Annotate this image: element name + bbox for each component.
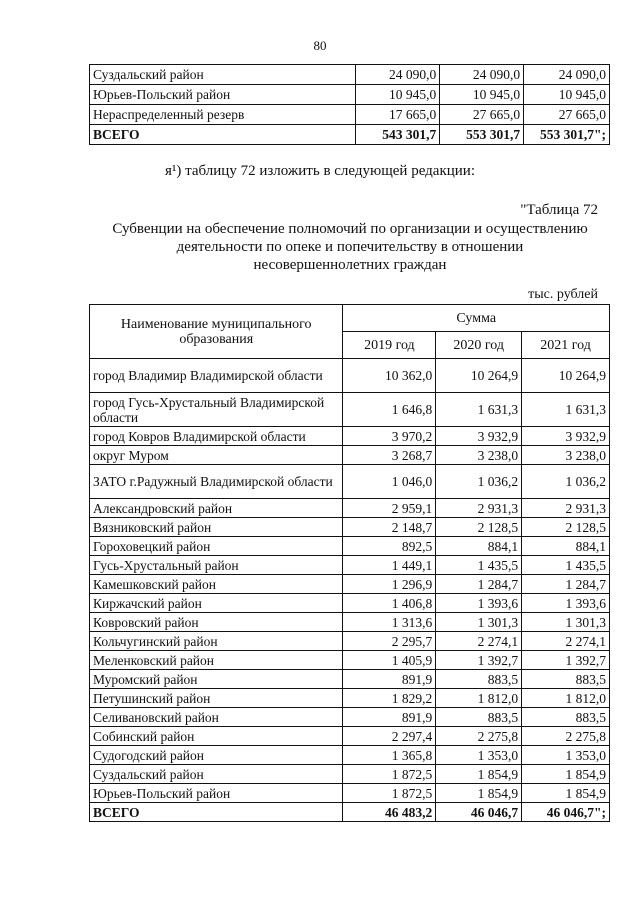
cell-value: 1 406,8 — [343, 594, 436, 613]
cell-value: 10 945,0 — [440, 85, 524, 105]
cell-value: 3 268,7 — [343, 446, 436, 465]
total-row — [90, 803, 610, 822]
cell-value: 1 631,3 — [436, 393, 522, 427]
cell-value: 46 483,2 — [343, 803, 436, 822]
cell-value: 46 046,7 — [436, 803, 522, 822]
cell-name: Петушинский район — [90, 689, 343, 708]
cell-name: Ковровский район — [90, 613, 343, 632]
cell-name: город Владимир Владимирской области — [90, 359, 343, 393]
cell-value: 2 148,7 — [343, 518, 436, 537]
cell-name: округ Муром — [90, 446, 343, 465]
header-sum: Сумма — [343, 305, 610, 332]
table-row — [90, 727, 610, 746]
cell-name: Юрьев-Польский район — [90, 85, 356, 105]
table-row — [90, 85, 610, 105]
cell-value: 10 945,0 — [356, 85, 440, 105]
cell-value: 3 932,9 — [436, 427, 522, 446]
cell-name: Селивановский район — [90, 708, 343, 727]
cell-value: 883,5 — [436, 670, 522, 689]
table-row — [90, 465, 610, 499]
cell-value: 2 931,3 — [522, 499, 610, 518]
title-line: деятельности по опеке и попечительству в отношении — [176, 239, 524, 255]
cell-value: 1 296,9 — [343, 575, 436, 594]
cell-value: 1 854,9 — [436, 784, 522, 803]
cell-value: 3 932,9 — [522, 427, 610, 446]
cell-name: Кольчугинский район — [90, 632, 343, 651]
table-row — [90, 105, 610, 125]
cell-value: 2 931,3 — [436, 499, 522, 518]
table-continuation — [89, 64, 610, 145]
cell-value: 1 036,2 — [436, 465, 522, 499]
cell-value: 543 301,7 — [356, 125, 440, 145]
table-row — [90, 746, 610, 765]
cell-value: 1 872,5 — [343, 765, 436, 784]
cell-value: 3 238,0 — [522, 446, 610, 465]
cell-value: 10 945,0 — [524, 85, 610, 105]
cell-value: 883,5 — [522, 670, 610, 689]
table-row — [90, 427, 610, 446]
cell-name: город Гусь-Хрустальный Владимирской области — [90, 393, 343, 427]
cell-value: 1 872,5 — [343, 784, 436, 803]
cell-value: 2 275,8 — [522, 727, 610, 746]
header-year-2019: 2019 год — [343, 332, 436, 359]
table-row — [90, 784, 610, 803]
table-row — [90, 65, 610, 85]
cell-name: Камешковский район — [90, 575, 343, 594]
cell-name: Александровский район — [90, 499, 343, 518]
cell-value: 10 264,9 — [436, 359, 522, 393]
cell-name: Собинский район — [90, 727, 343, 746]
table-72 — [89, 304, 610, 822]
total-row — [90, 125, 610, 145]
cell-value: 1 829,2 — [343, 689, 436, 708]
cell-value: 3 970,2 — [343, 427, 436, 446]
cell-name: Киржачский район — [90, 594, 343, 613]
cell-name: Гусь-Хрустальный район — [90, 556, 343, 575]
table-row — [90, 632, 610, 651]
amendment-note: я¹) таблицу 72 изложить в следующей редакции: — [165, 163, 475, 179]
cell-value: 10 362,0 — [343, 359, 436, 393]
cell-value: 17 665,0 — [356, 105, 440, 125]
table-row — [90, 594, 610, 613]
cell-value: 24 090,0 — [356, 65, 440, 85]
table-row — [90, 446, 610, 465]
table-label: "Таблица 72 — [520, 202, 598, 218]
cell-value: 1 353,0 — [522, 746, 610, 765]
cell-value: 1 393,6 — [436, 594, 522, 613]
cell-value: 891,9 — [343, 708, 436, 727]
cell-value: 2 274,1 — [436, 632, 522, 651]
table-row — [90, 651, 610, 670]
cell-name: город Ковров Владимирской области — [90, 427, 343, 446]
cell-name: Меленковский район — [90, 651, 343, 670]
cell-value: 1 392,7 — [436, 651, 522, 670]
title-line: несовершеннолетних граждан — [253, 257, 447, 273]
cell-value: 1 284,7 — [522, 575, 610, 594]
cell-value: 2 297,4 — [343, 727, 436, 746]
cell-value: 892,5 — [343, 537, 436, 556]
header-year-2020: 2020 год — [436, 332, 522, 359]
cell-value: 1 392,7 — [522, 651, 610, 670]
cell-value: 1 365,8 — [343, 746, 436, 765]
cell-value: 1 046,0 — [343, 465, 436, 499]
table-row — [90, 393, 610, 427]
cell-value: 24 090,0 — [524, 65, 610, 85]
cell-value: 1 854,9 — [522, 784, 610, 803]
cell-value: 2 295,7 — [343, 632, 436, 651]
table-row — [90, 765, 610, 784]
cell-value: 1 301,3 — [522, 613, 610, 632]
cell-value: 1 854,9 — [436, 765, 522, 784]
cell-value: 1 301,3 — [436, 613, 522, 632]
cell-value: 46 046,7"; — [522, 803, 610, 822]
cell-name: Юрьев-Польский район — [90, 784, 343, 803]
header-year-2021: 2021 год — [522, 332, 610, 359]
cell-value: 1 435,5 — [522, 556, 610, 575]
cell-value: 883,5 — [522, 708, 610, 727]
cell-value: 1 631,3 — [522, 393, 610, 427]
cell-value: 2 275,8 — [436, 727, 522, 746]
cell-value: 553 301,7 — [440, 125, 524, 145]
cell-value: 1 036,2 — [522, 465, 610, 499]
cell-value: 1 812,0 — [436, 689, 522, 708]
cell-value: 1 435,5 — [436, 556, 522, 575]
cell-value: 10 264,9 — [522, 359, 610, 393]
cell-name: ВСЕГО — [90, 125, 356, 145]
table-row — [90, 575, 610, 594]
table-row — [90, 670, 610, 689]
cell-value: 891,9 — [343, 670, 436, 689]
table-row — [90, 499, 610, 518]
header-municipality: Наименование муниципального образования — [90, 305, 343, 359]
units-label: тыс. рублей — [528, 287, 598, 302]
cell-name: Суздальский район — [90, 765, 343, 784]
table-row — [90, 613, 610, 632]
cell-value: 1 812,0 — [522, 689, 610, 708]
cell-value: 27 665,0 — [440, 105, 524, 125]
cell-name: Вязниковский район — [90, 518, 343, 537]
cell-value: 1 353,0 — [436, 746, 522, 765]
cell-value: 2 959,1 — [343, 499, 436, 518]
cell-name: Нераспределенный резерв — [90, 105, 356, 125]
cell-value: 2 128,5 — [522, 518, 610, 537]
cell-value: 3 238,0 — [436, 446, 522, 465]
cell-name: ВСЕГО — [90, 803, 343, 822]
cell-value: 27 665,0 — [524, 105, 610, 125]
cell-value: 24 090,0 — [440, 65, 524, 85]
table-row — [90, 556, 610, 575]
cell-value: 1 284,7 — [436, 575, 522, 594]
table-row — [90, 689, 610, 708]
cell-value: 1 646,8 — [343, 393, 436, 427]
cell-value: 1 393,6 — [522, 594, 610, 613]
table-row — [90, 708, 610, 727]
table-row — [90, 537, 610, 556]
cell-name: ЗАТО г.Радужный Владимирской области — [90, 465, 343, 499]
cell-value: 553 301,7"; — [524, 125, 610, 145]
cell-value: 1 405,9 — [343, 651, 436, 670]
cell-name: Судогодский район — [90, 746, 343, 765]
cell-value: 1 854,9 — [522, 765, 610, 784]
cell-name: Муромский район — [90, 670, 343, 689]
table-row — [90, 518, 610, 537]
table-title — [90, 220, 610, 274]
cell-value: 2 274,1 — [522, 632, 610, 651]
cell-value: 884,1 — [522, 537, 610, 556]
cell-name: Суздальский район — [90, 65, 356, 85]
cell-value: 884,1 — [436, 537, 522, 556]
cell-value: 1 313,6 — [343, 613, 436, 632]
cell-value: 1 449,1 — [343, 556, 436, 575]
cell-value: 883,5 — [436, 708, 522, 727]
cell-value: 2 128,5 — [436, 518, 522, 537]
cell-name: Гороховецкий район — [90, 537, 343, 556]
table-row — [90, 359, 610, 393]
title-line: Субвенции на обеспечение полномочий по организации и осуществлению — [112, 221, 588, 237]
page-number: 80 — [313, 38, 327, 53]
